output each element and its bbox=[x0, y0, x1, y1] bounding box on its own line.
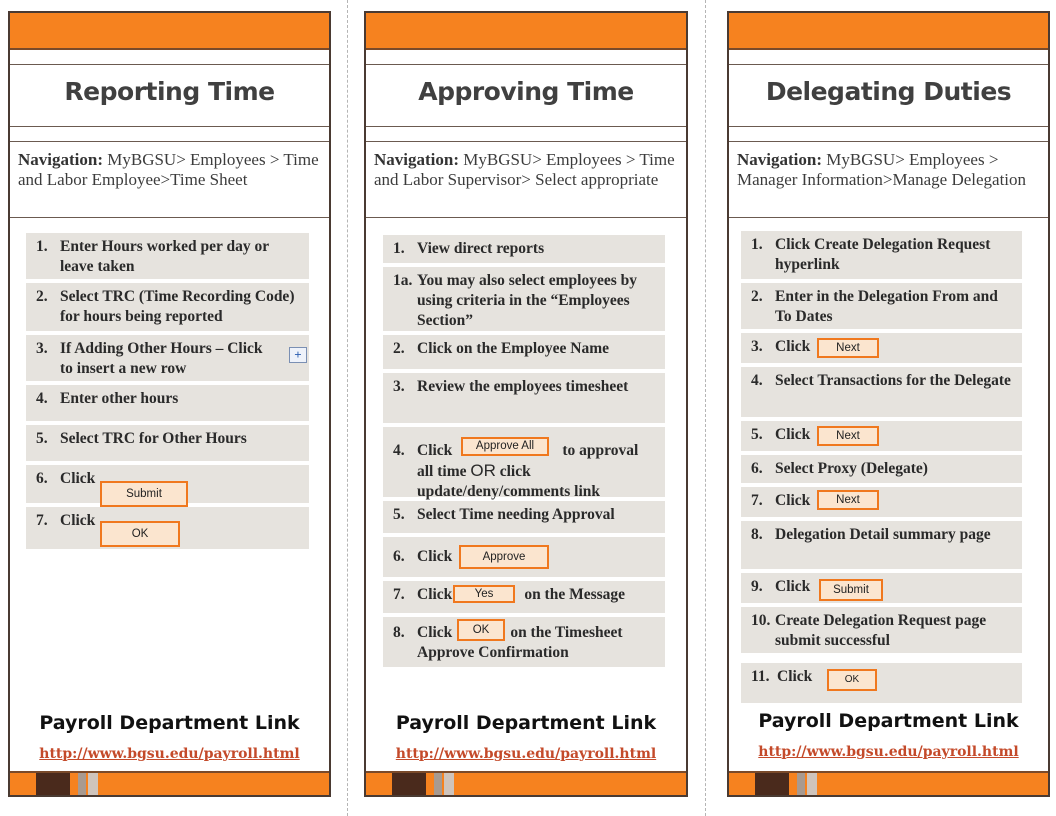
step-3: 3. If Adding Other Hours – Click to insert a new row + bbox=[26, 335, 309, 381]
step-1: 1. Enter Hours worked per day or leave taken bbox=[26, 233, 309, 279]
ok-button[interactable]: OK bbox=[100, 521, 180, 547]
step-7: 7. Click on the Message Yes bbox=[383, 581, 665, 613]
divider bbox=[366, 64, 686, 65]
step-5: 5. Select TRC for Other Hours bbox=[26, 425, 309, 461]
payroll-link[interactable]: http://www.bgsu.edu/payroll.html bbox=[39, 746, 300, 762]
step-8: 8. Click on the Timesheet Approve Confirmation OK bbox=[383, 617, 665, 667]
approve-button[interactable]: Approve bbox=[459, 545, 549, 569]
top-accent-bar bbox=[366, 13, 686, 50]
nav-label: Navigation: bbox=[18, 150, 103, 169]
navigation-path bbox=[737, 150, 1038, 190]
nav-label: Navigation: bbox=[737, 150, 822, 169]
top-accent-bar bbox=[10, 13, 329, 50]
panel-title: Reporting Time bbox=[64, 77, 275, 106]
footer-title: Payroll Department Link bbox=[39, 712, 300, 734]
nav-text: MyBGSU> Employees > Time and Labor Employee>Time Sheet bbox=[18, 150, 319, 189]
navigation-path bbox=[18, 150, 319, 190]
step-4: 4. Enter other hours bbox=[26, 385, 309, 421]
panel-delegating-duties bbox=[727, 11, 1050, 797]
footer-title: Payroll Department Link bbox=[758, 710, 1019, 732]
panel-title: Approving Time bbox=[418, 77, 634, 106]
step-2: 2. Enter in the Delegation From and To Dates bbox=[741, 283, 1022, 329]
divider bbox=[366, 126, 686, 127]
fold-line-2 bbox=[705, 0, 706, 816]
step-7: 7. Click Next bbox=[741, 487, 1022, 517]
divider bbox=[10, 217, 329, 218]
step-3: 3. Click Next bbox=[741, 333, 1022, 363]
divider bbox=[729, 217, 1048, 218]
footer-title: Payroll Department Link bbox=[395, 712, 657, 734]
payroll-link[interactable]: http://www.bgsu.edu/payroll.html bbox=[758, 744, 1019, 760]
step-2: 2. Click on the Employee Name bbox=[383, 335, 665, 369]
panel-reporting-time bbox=[8, 11, 331, 797]
submit-button[interactable]: Submit bbox=[819, 579, 883, 601]
step-8-text: Click on the Timesheet Approve Confirmation bbox=[417, 624, 623, 661]
panel-title: Delegating Duties bbox=[765, 77, 1012, 106]
next-button[interactable]: Next bbox=[817, 490, 879, 510]
divider bbox=[729, 141, 1048, 142]
step-1a: 1a. You may also select employees by using criteria in the “Employees Section” bbox=[383, 267, 665, 331]
bottom-accent-bar bbox=[10, 771, 329, 795]
divider bbox=[729, 126, 1048, 127]
step-5: 5. Click Next bbox=[741, 421, 1022, 451]
yes-button[interactable]: Yes bbox=[453, 585, 515, 603]
step-1: 1. View direct reports bbox=[383, 235, 665, 263]
step-6: 6. Click Submit bbox=[26, 465, 309, 503]
divider bbox=[729, 64, 1048, 65]
step-2: 2. Select TRC (Time Recording Code) for hours being reported bbox=[26, 283, 309, 331]
divider bbox=[366, 217, 686, 218]
nav-text: MyBGSU> Employees > Time and Labor Supervisor> Select appropriate bbox=[374, 150, 675, 189]
divider bbox=[10, 126, 329, 127]
divider bbox=[10, 141, 329, 142]
step-6: 6. Select Proxy (Delegate) bbox=[741, 455, 1022, 483]
panel-approving-time bbox=[364, 11, 688, 797]
step-6: 6. Click Approve bbox=[383, 537, 665, 577]
top-accent-bar bbox=[729, 13, 1048, 50]
step-1: 1. Click Create Delegation Request hyperlink bbox=[741, 231, 1022, 279]
bottom-accent-bar bbox=[366, 771, 686, 795]
navigation-path bbox=[374, 150, 676, 190]
step-4-text: Click to approval all time OR click update/deny/comments link bbox=[417, 442, 639, 500]
bottom-accent-bar bbox=[729, 771, 1048, 795]
approve-all-button[interactable]: Approve All bbox=[461, 437, 549, 456]
nav-text: MyBGSU> Employees > Manager Information>Manage Delegation bbox=[737, 150, 1027, 189]
step-5: 5. Select Time needing Approval bbox=[383, 501, 665, 533]
step-10: 10. Create Delegation Request page submit successful bbox=[741, 607, 1022, 653]
next-button[interactable]: Next bbox=[817, 426, 879, 446]
submit-button[interactable]: Submit bbox=[100, 481, 188, 507]
step-7: 7. Click OK bbox=[26, 507, 309, 549]
nav-label: Navigation: bbox=[374, 150, 459, 169]
step-4: 4. Select Transactions for the Delegate bbox=[741, 367, 1022, 417]
divider bbox=[10, 64, 329, 65]
step-4: 4. Click to approval all time OR click update/deny/comments link Approve All bbox=[383, 427, 665, 497]
ok-button[interactable]: OK bbox=[827, 669, 877, 691]
fold-line-1 bbox=[347, 0, 348, 816]
step-11: 11. Click OK bbox=[741, 663, 1022, 703]
next-button[interactable]: Next bbox=[817, 338, 879, 358]
step-7-text: Click on the Message bbox=[417, 586, 626, 603]
step-8: 8. Delegation Detail summary page bbox=[741, 521, 1022, 569]
step-3: 3. Review the employees timesheet bbox=[383, 373, 665, 423]
divider bbox=[366, 141, 686, 142]
step-9: 9. Click Submit bbox=[741, 573, 1022, 603]
ok-button[interactable]: OK bbox=[457, 619, 505, 641]
payroll-link[interactable]: http://www.bgsu.edu/payroll.html bbox=[395, 746, 657, 762]
add-row-icon[interactable]: + bbox=[289, 347, 307, 363]
